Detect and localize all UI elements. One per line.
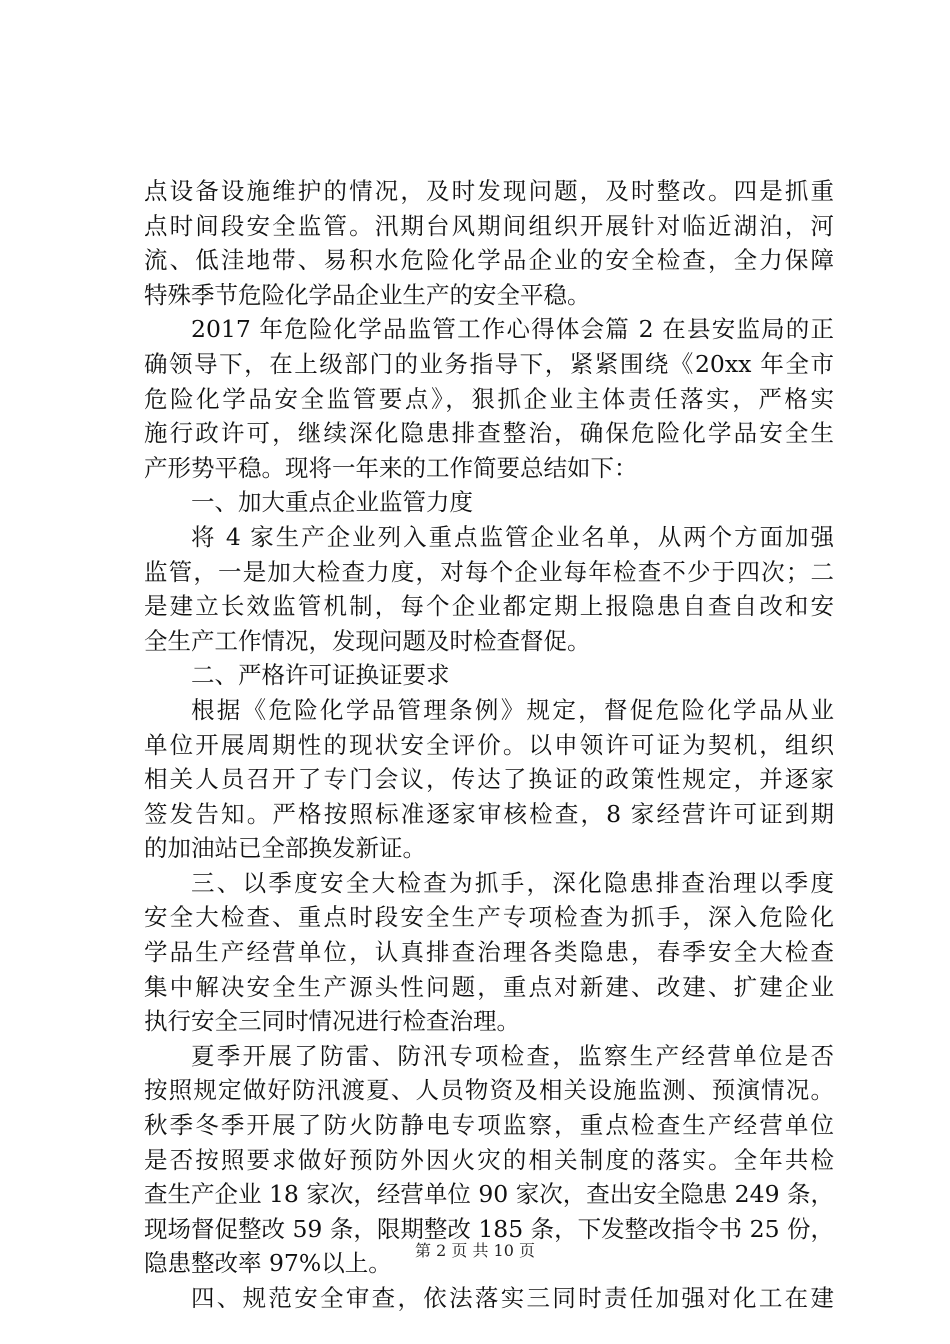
text-line: 危险化学品安全监管要点》，狠抓企业主体责任落实，严格实 [144,384,834,413]
document-body [144,174,834,1316]
text-line: 三、以季度安全大检查为抓手，深化隐患排查治理以季度 [191,868,834,897]
text-line: 现场督促整改 59 条，限期整改 185 条，下发整改指令书 25 份， [144,1214,834,1243]
text-line: 将 4 家生产企业列入重点监管企业名单，从两个方面加强 [191,522,834,551]
text-line: 签发告知。严格按照标准逐家审核检查，8 家经营许可证到期 [144,799,834,828]
text-line: 监管，一是加大检查力度，对每个企业每年检查不少于四次；二 [144,557,834,586]
text-line: 按照规定做好防汛渡夏、人员物资及相关设施监测、预演情况。 [144,1076,834,1105]
text-line: 夏季开展了防雷、防汛专项检查，监察生产经营单位是否 [191,1041,834,1070]
text-line: 一、加大重点企业监管力度 [191,488,473,517]
text-line: 2017 年危险化学品监管工作心得体会篇 2 在县安监局的正 [191,315,834,344]
text-line: 点时间段安全监管。汛期台风期间组织开展针对临近湖泊，河 [144,211,834,240]
text-line: 的加油站已全部换发新证。 [144,834,426,863]
text-line: 相关人员召开了专门会议，传达了换证的政策性规定，并逐家 [144,765,834,794]
text-line: 点设备设施维护的情况，及时发现问题，及时整改。四是抓重 [144,177,834,205]
text-line: 是建立长效监管机制，每个企业都定期上报隐患自查自改和安 [144,592,834,621]
text-line: 全生产工作情况，发现问题及时检查督促。 [144,626,591,655]
text-line: 流、低洼地带、易积水危险化学品企业的安全检查，全力保障 [144,246,834,275]
text-line: 确领导下，在上级部门的业务指导下，紧紧围绕《20xx 年全市 [144,349,834,378]
text-line: 秋季冬季开展了防火防静电专项监察，重点检查生产经营单位 [144,1111,834,1140]
text-line: 特殊季节危险化学品企业生产的安全平稳。 [144,280,591,309]
text-line: 安全大检查、重点时段安全生产专项检查为抓手，深入危险化 [144,903,834,932]
text-line: 四、规范安全审查，依法落实三同时责任加强对化工在建 [191,1284,834,1312]
text-line: 单位开展周期性的现状安全评价。以申领许可证为契机，组织 [144,730,834,759]
text-line: 学品生产经营单位，认真排查治理各类隐患，春季安全大检查 [144,938,834,967]
text-line: 查生产企业 18 家次，经营单位 90 家次，查出安全隐患 249 条， [144,1180,834,1209]
text-line: 集中解决安全生产源头性问题，重点对新建、改建、扩建企业 [144,972,834,1001]
text-line: 施行政许可，继续深化隐患排查整治，确保危险化学品安全生 [144,419,834,448]
text-line: 隐患整改率 97%以上。 [144,1249,392,1278]
text-line: 根据《危险化学品管理条例》规定，督促危险化学品从业 [191,695,834,724]
text-line: 二、严格许可证换证要求 [191,661,450,690]
text-line: 执行安全三同时情况进行检查治理。 [144,1007,520,1036]
text-line: 产形势平稳。现将一年来的工作简要总结如下： [144,453,638,482]
page-footer: 第 2 页 共 10 页 [415,1241,535,1260]
text-line: 是否按照要求做好预防外因火灾的相关制度的落实。全年共检 [144,1145,834,1174]
